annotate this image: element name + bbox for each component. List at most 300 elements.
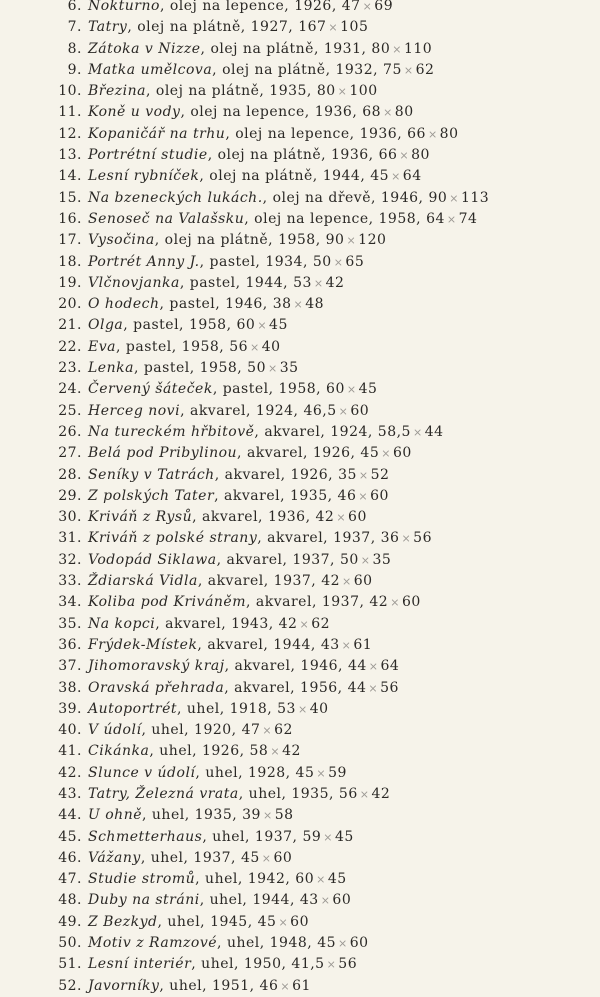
dimension-height: 60	[273, 849, 293, 866]
list-item: 20. O hodech, pastel, 1946, 38 × 48	[0, 294, 600, 315]
dimension-height: 56	[413, 530, 432, 547]
list-item: 46. Vážany, uhel, 1937, 45 × 60	[0, 848, 600, 869]
artwork-details: uhel, 1920,	[151, 722, 237, 739]
item-number: 12.	[58, 125, 82, 142]
artwork-title: Kopaničář na trhu	[88, 125, 226, 142]
dimension-width: 38	[272, 296, 292, 313]
dimension-width: 80	[371, 40, 391, 57]
dimension-width: 45	[257, 913, 277, 930]
dimension-height: 59	[328, 764, 347, 781]
artwork-title: Portrétní studie	[88, 147, 208, 164]
artwork-title: Lesní interiér	[88, 956, 192, 973]
dimension-height: 80	[411, 147, 430, 164]
times-sign: ×	[316, 873, 326, 887]
dimension-height: 62	[311, 615, 331, 632]
list-item: 12. Kopaničář na trhu, olej na lepence, 1936, 66 × 80	[0, 124, 600, 145]
dimension-height: 42	[282, 743, 301, 760]
dimension-width: 60	[236, 317, 256, 334]
times-sign: ×	[278, 915, 289, 929]
dimension-height: 60	[350, 402, 370, 419]
item-number: 10.	[58, 83, 82, 100]
times-sign: ×	[342, 575, 352, 589]
times-sign: ×	[261, 851, 272, 865]
artwork-details: olej na plátně, 1944,	[209, 168, 366, 185]
list-item: 13. Portrétní studie, olej na plátně, 1936, 66 × 80	[0, 145, 600, 166]
dimension-height: 100	[349, 83, 378, 100]
list-item: 49. Z Bezkyd, uhel, 1945, 45 × 60	[0, 912, 600, 933]
artwork-title: Lesní rybníček	[88, 168, 200, 185]
artwork-title: Tatry	[88, 19, 128, 36]
artwork-details: uhel, 1942,	[205, 871, 291, 888]
artwork-details: akvarel, 1924,	[264, 423, 373, 440]
item-number: 6.	[67, 0, 82, 14]
times-sign: ×	[326, 958, 337, 972]
artwork-title: Olga	[88, 317, 124, 334]
list-item: 31. Kriváň z polské strany, akvarel, 1937, 36 × 56	[0, 528, 600, 549]
artwork-title: Studie stromů	[88, 871, 196, 888]
dimension-height: 60	[349, 935, 369, 952]
list-item: 51. Lesní interiér, uhel, 1950, 41,5 × 56	[0, 954, 600, 975]
artwork-details: pastel, 1934,	[209, 253, 308, 270]
dimension-height: 56	[338, 956, 358, 973]
dimension-width: 39	[242, 807, 261, 824]
item-number: 48.	[58, 892, 82, 909]
artwork-title: Matka umělcova	[88, 61, 213, 78]
artwork-details: olej na plátně, 1935,	[155, 83, 312, 100]
dimension-width: 46	[259, 977, 279, 994]
list-item: 36. Frýdek-Místek, akvarel, 1944, 43 × 61	[0, 635, 600, 656]
artwork-details: olej na lepence, 1936,	[235, 125, 403, 142]
artwork-details: akvarel, 1946,	[234, 658, 344, 675]
artwork-details: akvarel, 1936,	[202, 509, 311, 526]
times-sign: ×	[390, 596, 400, 610]
dimension-width: 50	[247, 360, 266, 377]
dimension-height: 60	[290, 913, 309, 930]
list-item: 21. Olga, pastel, 1958, 60 × 45	[0, 315, 600, 336]
dimension-height: 65	[345, 253, 365, 270]
dimension-width: 58	[249, 743, 269, 760]
item-number: 21.	[58, 317, 82, 334]
artwork-details: pastel, 1958,	[125, 338, 225, 355]
dimension-height: 56	[380, 679, 399, 696]
item-number: 27.	[58, 445, 82, 462]
list-item: 32. Vodopád Siklawa, akvarel, 1937, 50 × 35	[0, 550, 600, 571]
item-number: 35.	[58, 615, 82, 632]
item-number: 40.	[58, 722, 82, 739]
artwork-details: akvarel, 1937,	[255, 594, 365, 611]
item-number: 36.	[58, 636, 82, 653]
dimension-width: 59	[302, 828, 322, 845]
artwork-details: olej na plátně, 1958,	[164, 232, 321, 249]
times-sign: ×	[338, 404, 349, 418]
dimension-width: 42	[315, 509, 335, 526]
item-number: 30.	[58, 509, 82, 526]
item-number: 50.	[58, 935, 82, 952]
list-item: 30. Kriváň z Rysů, akvarel, 1936, 42 × 60	[0, 507, 600, 528]
times-sign: ×	[403, 63, 414, 77]
dimension-width: 50	[312, 253, 332, 270]
list-item: 48. Duby na stráni, uhel, 1944, 43 × 60	[0, 890, 600, 911]
list-item: 37. Jihomoravský kraj, akvarel, 1946, 44 × 64	[0, 656, 600, 677]
artwork-title: Kriváň z polské strany	[88, 530, 258, 547]
dimension-height: 80	[439, 125, 459, 142]
dimension-width: 167	[298, 19, 327, 36]
dimension-width: 42	[369, 594, 389, 611]
item-number: 39.	[58, 700, 82, 717]
item-number: 52.	[58, 977, 82, 994]
times-sign: ×	[313, 276, 324, 290]
artwork-details: uhel, 1937,	[150, 849, 237, 866]
artwork-title: Na kopci	[88, 615, 156, 632]
artwork-title: Duby na stráni	[88, 892, 200, 909]
dimension-height: 42	[371, 785, 391, 802]
artwork-title: Koliba pod Kriváněm	[88, 594, 246, 611]
artwork-details: pastel, 1958,	[133, 317, 232, 334]
dimension-width: 44	[347, 658, 367, 675]
times-sign: ×	[316, 766, 327, 780]
times-sign: ×	[268, 362, 278, 376]
item-number: 22.	[58, 338, 82, 355]
dimension-height: 44	[424, 423, 444, 440]
times-sign: ×	[336, 511, 347, 525]
item-number: 42.	[58, 764, 82, 781]
dimension-height: 64	[380, 658, 400, 675]
dimension-height: 60	[370, 487, 389, 504]
dimension-width: 46,5	[303, 402, 337, 419]
times-sign: ×	[341, 638, 352, 652]
artwork-details: uhel, 1926,	[159, 743, 245, 760]
artwork-title: Nokturno	[88, 0, 160, 14]
dimension-width: 43	[299, 892, 319, 909]
dimension-height: 105	[340, 19, 369, 36]
dimension-width: 44	[347, 679, 367, 696]
dimension-height: 45	[327, 871, 347, 888]
dimension-height: 64	[402, 168, 422, 185]
times-sign: ×	[383, 106, 393, 120]
artwork-title: Cikánka	[88, 743, 150, 760]
item-number: 16.	[58, 210, 82, 227]
dimension-width: 35	[338, 466, 357, 483]
list-item: 43. Tatry, Železná vrata, uhel, 1935, 56 × 42	[0, 784, 600, 805]
dimension-height: 35	[279, 360, 299, 377]
dimension-width: 45	[317, 935, 337, 952]
artwork-details: olej na plátně, 1936,	[217, 147, 374, 164]
item-number: 37.	[58, 658, 82, 675]
dimension-width: 45	[240, 849, 260, 866]
artwork-title: Na tureckém hřbitově	[88, 423, 255, 440]
times-sign: ×	[346, 383, 357, 397]
list-item: 29. Z polských Tater, akvarel, 1935, 46 × 60	[0, 486, 600, 507]
list-item: 42. Slunce v údolí, uhel, 1928, 45 × 59	[0, 763, 600, 784]
artwork-title: Oravská přehrada	[88, 679, 225, 696]
artwork-details: akvarel, 1937,	[226, 551, 336, 568]
artwork-details: olej na plátně, 1932,	[222, 61, 379, 78]
item-number: 14.	[58, 168, 82, 185]
times-sign: ×	[323, 830, 333, 844]
artwork-title: O hodech	[88, 296, 160, 313]
artwork-title: Eva	[88, 338, 116, 355]
item-number: 13.	[58, 147, 82, 164]
artwork-title: Lenka	[88, 360, 134, 377]
times-sign: ×	[333, 255, 344, 269]
item-number: 41.	[58, 743, 82, 760]
item-number: 7.	[67, 19, 82, 36]
dimension-width: 41,5	[291, 956, 325, 973]
item-number: 49.	[58, 913, 82, 930]
dimension-width: 46	[337, 487, 357, 504]
times-sign: ×	[368, 660, 379, 674]
artwork-title: Koně u vody	[88, 104, 181, 121]
dimension-height: 45	[358, 381, 378, 398]
item-number: 51.	[58, 956, 82, 973]
dimension-width: 53	[293, 274, 312, 291]
dimension-width: 45	[360, 445, 380, 462]
list-item: 44. U ohně, uhel, 1935, 39 × 58	[0, 805, 600, 826]
artwork-title: Senoseč na Valašsku	[88, 210, 245, 227]
times-sign: ×	[250, 340, 260, 354]
artwork-details: akvarel, 1937,	[267, 530, 376, 547]
artwork-title: Z Bezkyd	[88, 913, 158, 930]
artwork-details: olej na lepence, 1936,	[190, 104, 358, 121]
item-number: 29.	[58, 487, 82, 504]
item-number: 8.	[67, 40, 82, 57]
artwork-title: Zátoka v Nizze	[88, 40, 201, 57]
list-item: 45. Schmetterhaus, uhel, 1937, 59 × 45	[0, 827, 600, 848]
artwork-title: Herceg novi	[88, 402, 181, 419]
artwork-title: Jihomoravský kraj	[88, 658, 225, 675]
dimension-width: 90	[325, 232, 345, 249]
item-number: 9.	[67, 61, 82, 78]
artwork-details: akvarel, 1937,	[207, 573, 317, 590]
list-item: 35. Na kopci, akvarel, 1943, 42 × 62	[0, 614, 600, 635]
dimension-height: 45	[269, 317, 288, 334]
list-item: 27. Belá pod Pribylinou, akvarel, 1926, 45 × 60	[0, 443, 600, 464]
times-sign: ×	[328, 21, 339, 35]
artwork-title: U ohně	[88, 807, 142, 824]
dimension-height: 60	[332, 892, 352, 909]
list-item: 18. Portrét Anny J., pastel, 1934, 50 × 65	[0, 252, 600, 273]
times-sign: ×	[257, 319, 268, 333]
times-sign: ×	[449, 191, 459, 205]
dimension-width: 75	[383, 61, 402, 78]
times-sign: ×	[293, 298, 304, 312]
artwork-title: Ždiarská Vidla	[88, 573, 198, 590]
list-item: 52. Javorníky, uhel, 1951, 46 × 61	[0, 976, 600, 997]
artwork-details: uhel, 1937,	[212, 828, 298, 845]
artwork-details: uhel, 1945,	[167, 913, 253, 930]
dimension-width: 58,5	[377, 423, 411, 440]
item-number: 17.	[58, 232, 82, 249]
dimension-height: 60	[348, 509, 367, 526]
artwork-title: Vysočina	[88, 232, 155, 249]
artwork-details: akvarel, 1924,	[189, 402, 299, 419]
artwork-details: uhel, 1944,	[209, 892, 295, 909]
dimension-height: 80	[394, 104, 414, 121]
artwork-title: Autoportrét	[88, 700, 177, 717]
artwork-details: uhel, 1950,	[201, 956, 287, 973]
list-item: 24. Červený šáteček, pastel, 1958, 60 × 45	[0, 379, 600, 400]
artwork-title: Červený šáteček	[88, 381, 213, 398]
dimension-height: 48	[305, 296, 325, 313]
artwork-title: Tatry, Železná vrata	[88, 785, 239, 802]
dimension-width: 60	[295, 871, 315, 888]
dimension-width: 56	[338, 785, 358, 802]
dimension-height: 60	[353, 573, 373, 590]
dimension-width: 47	[241, 722, 261, 739]
item-number: 28.	[58, 466, 82, 483]
list-item: 28. Seníky v Tatrách, akvarel, 1926, 35 × 52	[0, 465, 600, 486]
list-item: 40. V údolí, uhel, 1920, 47 × 62	[0, 720, 600, 741]
item-number: 15.	[58, 189, 82, 206]
artwork-title: Slunce v údolí	[88, 764, 196, 781]
dimension-height: 45	[335, 828, 354, 845]
list-item: 11. Koně u vody, olej na lepence, 1936, 68 × 80	[0, 102, 600, 123]
dimension-height: 60	[392, 445, 412, 462]
artwork-title: V údolí	[88, 722, 142, 739]
times-sign: ×	[320, 894, 331, 908]
list-item: 41. Cikánka, uhel, 1926, 58 × 42	[0, 741, 600, 762]
list-item: 9. Matka umělcova, olej na plátně, 1932, 75 × 62	[0, 60, 600, 81]
times-sign: ×	[362, 0, 373, 13]
list-item: 39. Autoportrét, uhel, 1918, 53 × 40	[0, 699, 600, 720]
dimension-height: 74	[458, 210, 478, 227]
dimension-width: 60	[326, 381, 345, 398]
list-item: 47. Studie stromů, uhel, 1942, 60 × 45	[0, 869, 600, 890]
item-number: 45.	[58, 828, 82, 845]
dimension-width: 36	[380, 530, 400, 547]
artwork-details: akvarel, 1926,	[224, 466, 334, 483]
dimension-width: 64	[426, 210, 445, 227]
artwork-title: Z polských Tater	[88, 487, 215, 504]
times-sign: ×	[391, 170, 401, 184]
dimension-height: 120	[358, 232, 387, 249]
times-sign: ×	[446, 212, 457, 226]
times-sign: ×	[360, 553, 371, 567]
item-number: 31.	[58, 530, 82, 547]
dimension-height: 110	[403, 40, 433, 57]
dimension-width: 42	[321, 573, 341, 590]
artwork-details: olej na lepence, 1958,	[254, 210, 422, 227]
list-item: 15. Na bzeneckých lukách., olej na dřevě, 1946, 90 × 113	[0, 188, 600, 209]
item-number: 24.	[58, 381, 82, 398]
artwork-details: pastel, 1946,	[169, 296, 268, 313]
dimension-height: 35	[372, 551, 392, 568]
item-number: 33.	[58, 573, 82, 590]
times-sign: ×	[262, 809, 273, 823]
artwork-title: Javorníky	[88, 977, 160, 994]
times-sign: ×	[337, 85, 348, 99]
item-number: 25.	[58, 402, 82, 419]
times-sign: ×	[412, 425, 423, 439]
artwork-title: Na bzeneckých lukách.	[88, 189, 263, 206]
dimension-height: 61	[292, 977, 311, 994]
dimension-height: 113	[460, 189, 490, 206]
item-number: 26.	[58, 423, 82, 440]
artwork-details: olej na lepence, 1926,	[169, 0, 337, 14]
list-item: 6. Nokturno, olej na lepence, 1926, 47 × 69	[0, 0, 600, 17]
item-number: 23.	[58, 360, 82, 377]
item-number: 19.	[58, 274, 82, 291]
list-item: 33. Ždiarská Vidla, akvarel, 1937, 42 × 60	[0, 571, 600, 592]
dimension-height: 62	[274, 722, 293, 739]
times-sign: ×	[392, 42, 402, 56]
artwork-title: Kriváň z Rysů	[88, 509, 193, 526]
artwork-details: olej na dřevě, 1946,	[272, 189, 424, 206]
artwork-details: uhel, 1948,	[226, 935, 313, 952]
dimension-height: 42	[325, 274, 345, 291]
times-sign: ×	[297, 702, 308, 716]
artwork-details: uhel, 1935,	[151, 807, 238, 824]
artwork-title: Seníky v Tatrách	[88, 466, 215, 483]
list-item: 25. Herceg novi, akvarel, 1924, 46,5 × 60	[0, 401, 600, 422]
dimension-width: 45	[370, 168, 390, 185]
artwork-title: Portrét Anny J.	[88, 253, 200, 270]
artwork-details: uhel, 1918,	[186, 700, 273, 717]
dimension-height: 60	[401, 594, 421, 611]
dimension-height: 62	[415, 61, 435, 78]
list-item: 26. Na tureckém hřbitově, akvarel, 1924, 58,5 × 44	[0, 422, 600, 443]
artwork-title: Vážany	[88, 849, 141, 866]
artwork-title: Vlčnovjanka	[88, 274, 180, 291]
artwork-details: olej na plátně, 1931,	[210, 40, 367, 57]
dimension-width: 47	[341, 0, 361, 14]
item-number: 20.	[58, 296, 82, 313]
dimension-width: 45	[295, 764, 315, 781]
item-number: 38.	[58, 679, 82, 696]
times-sign: ×	[280, 979, 291, 993]
artwork-details: olej na plátně, 1927,	[137, 19, 294, 36]
item-number: 43.	[58, 785, 82, 802]
artwork-details: uhel, 1935,	[248, 785, 334, 802]
times-sign: ×	[401, 532, 412, 546]
times-sign: ×	[368, 681, 379, 695]
item-number: 44.	[58, 807, 82, 824]
artwork-details: pastel, 1958,	[222, 381, 322, 398]
item-number: 46.	[58, 849, 82, 866]
artwork-details: akvarel, 1926,	[246, 445, 356, 462]
list-item: 7. Tatry, olej na plátně, 1927, 167 × 105	[0, 17, 600, 38]
times-sign: ×	[338, 937, 348, 951]
artwork-title: Schmetterhaus	[88, 828, 203, 845]
dimension-width: 66	[407, 125, 426, 142]
dimension-height: 40	[261, 338, 281, 355]
artwork-title: Březina	[88, 83, 146, 100]
dimension-height: 69	[374, 0, 394, 14]
dimension-width: 66	[378, 147, 398, 164]
artwork-details: pastel, 1958,	[143, 360, 243, 377]
times-sign: ×	[346, 234, 357, 248]
dimension-height: 58	[274, 807, 294, 824]
artwork-title: Vodopád Siklawa	[88, 551, 217, 568]
item-number: 18.	[58, 253, 82, 270]
list-item: 8. Zátoka v Nizze, olej na plátně, 1931, 80 × 110	[0, 39, 600, 60]
artwork-details: akvarel, 1956,	[234, 679, 343, 696]
list-item: 10. Březina, olej na plátně, 1935, 80 × 100	[0, 81, 600, 102]
dimension-width: 90	[428, 189, 448, 206]
times-sign: ×	[270, 745, 281, 759]
artwork-details: pastel, 1944,	[189, 274, 289, 291]
times-sign: ×	[399, 149, 410, 163]
list-item: 19. Vlčnovjanka, pastel, 1944, 53 × 42	[0, 273, 600, 294]
list-item: 22. Eva, pastel, 1958, 56 × 40	[0, 337, 600, 358]
dimension-width: 56	[229, 338, 249, 355]
times-sign: ×	[262, 724, 273, 738]
list-item: 38. Oravská přehrada, akvarel, 1956, 44 × 56	[0, 678, 600, 699]
dimension-width: 53	[277, 700, 296, 717]
item-number: 32.	[58, 551, 82, 568]
dimension-width: 68	[362, 104, 382, 121]
list-item: 14. Lesní rybníček, olej na plátně, 1944, 45 × 64	[0, 166, 600, 187]
